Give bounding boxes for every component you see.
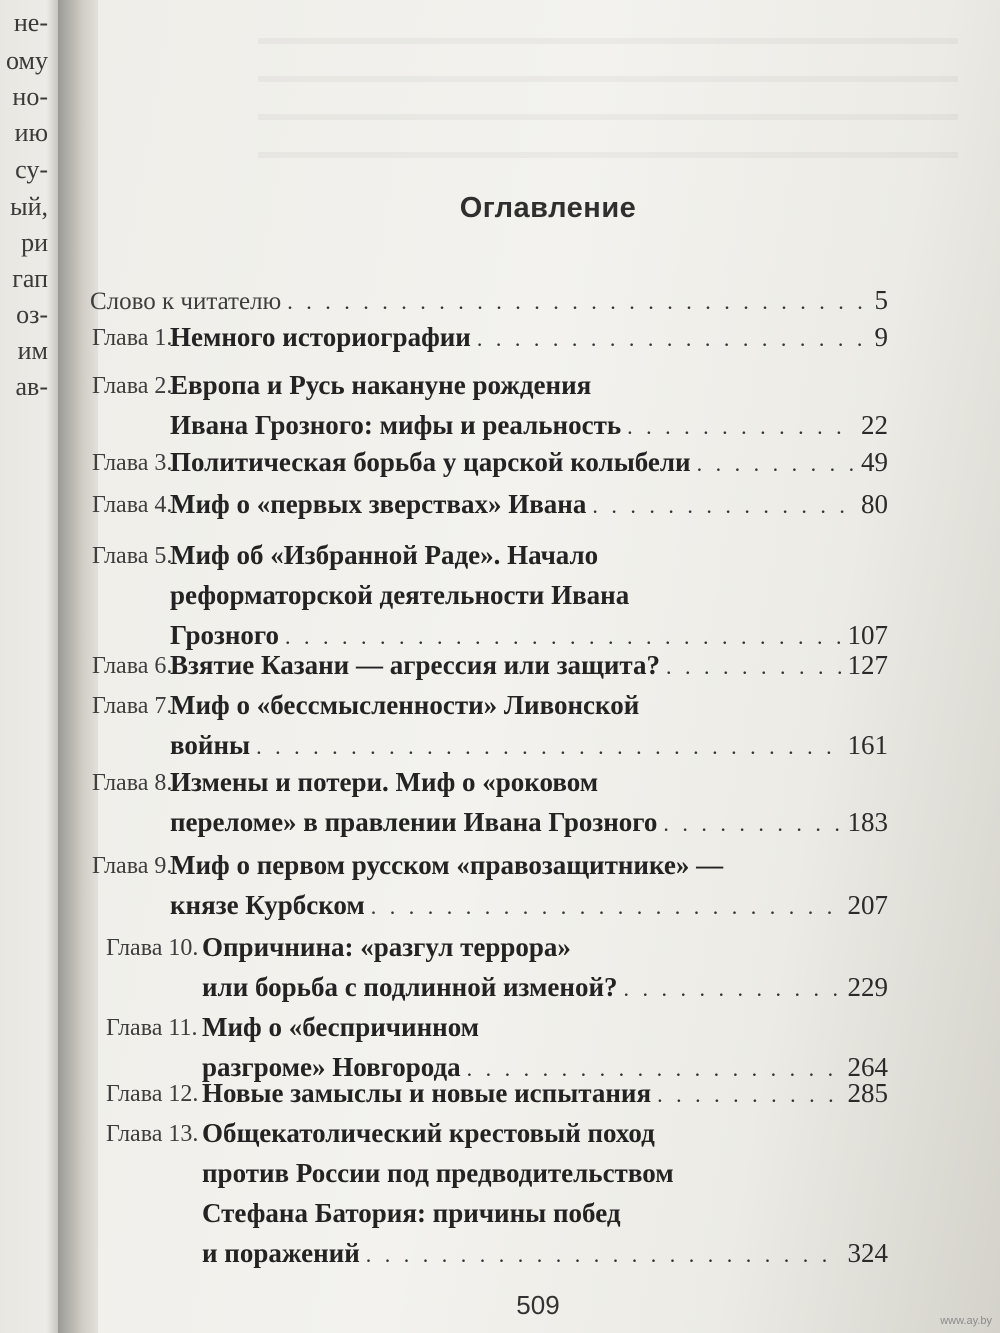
toc-entry-line-final <box>170 410 888 441</box>
chapter-title: или борьба с подлинной изменой? <box>202 972 618 1002</box>
toc-entry-line-final <box>92 650 888 681</box>
dot-leader <box>657 1084 841 1106</box>
toc-entry-line-final <box>202 1238 888 1269</box>
page-ref: 229 <box>847 972 888 1002</box>
dot-leader <box>663 813 841 835</box>
page-ref: 161 <box>847 730 888 760</box>
chapter-label: Глава 3. <box>92 450 173 476</box>
page-ref: 49 <box>861 447 888 477</box>
chapter-title: Политическая борьба у царской колыбели <box>170 447 691 477</box>
chapter-title: Миф о «бессмысленности» Ливонской <box>170 690 640 720</box>
facing-page <box>0 0 58 1333</box>
dot-leader <box>467 1058 842 1080</box>
dot-leader <box>627 416 855 438</box>
chapter-title: Европа и Русь накануне рождения <box>170 370 592 400</box>
toc-entry-line <box>106 1012 888 1043</box>
toc-entry-line-final <box>90 285 888 316</box>
chapter-label: Глава 5. <box>92 543 173 569</box>
toc-entry-line-final <box>92 489 888 520</box>
chapter-title: князе Курбском <box>170 890 365 920</box>
chapter-label: Глава 7. <box>92 693 173 719</box>
page-ref: 207 <box>847 890 888 920</box>
page-ref: 127 <box>847 650 888 680</box>
chapter-title: переломе» в правлении Ивана Грозного <box>170 807 658 837</box>
chapter-title: Взятие Казани — агрессия или защита? <box>170 650 660 680</box>
page-ref: 5 <box>874 285 888 315</box>
toc-entry-line-final <box>92 447 888 478</box>
chapter-title: Грозного <box>170 620 279 650</box>
dot-leader <box>592 495 855 517</box>
toc-entry-line <box>92 850 888 881</box>
chapter-label: Глава 10. <box>106 935 199 961</box>
toc-entry-line-final <box>170 890 888 921</box>
toc-page <box>90 0 1000 1333</box>
chapter-title: войны <box>170 730 251 760</box>
toc-entry-line-final <box>202 972 888 1003</box>
chapter-title: Опричнина: «разгул террора» <box>202 932 571 962</box>
chapter-title: Миф о первом русском «правозащитнике» — <box>170 850 724 880</box>
facing-page-fragment: ый, <box>10 192 48 221</box>
dot-leader <box>477 328 869 350</box>
chapter-title: Стефана Батория: причины побед <box>202 1198 621 1228</box>
chapter-label: Глава 4. <box>92 492 173 518</box>
page-ref: 264 <box>847 1052 888 1082</box>
chapter-title: Ивана Грозного: мифы и реальность <box>170 410 622 440</box>
dot-leader <box>666 656 842 678</box>
chapter-title: Миф об «Избранной Раде». Начало <box>170 540 599 570</box>
chapter-title: Немного историографии <box>170 322 471 352</box>
dot-leader <box>371 896 842 918</box>
toc-entry-line <box>106 1118 888 1149</box>
chapter-title: и поражений <box>202 1238 360 1268</box>
page-title: Оглавление <box>459 192 637 224</box>
page-number: 509 <box>516 1290 560 1320</box>
page-ref: 324 <box>847 1238 888 1268</box>
chapter-title: Измены и потери. Миф о «роковом <box>170 767 599 797</box>
toc-entry-line <box>202 1198 888 1229</box>
chapter-label: Глава 1. <box>92 325 173 351</box>
facing-page-fragment: ри <box>21 228 48 257</box>
chapter-title: Общекатолический крестовый поход <box>202 1118 655 1148</box>
chapter-label: Глава 2. <box>92 373 173 399</box>
facing-page-fragment: им <box>17 336 48 365</box>
chapter-label: Глава 11. <box>106 1015 198 1041</box>
chapter-label: Глава 12. <box>106 1081 199 1107</box>
page-ref: 22 <box>861 410 888 440</box>
page-ref: 183 <box>847 807 888 837</box>
dot-leader <box>287 291 868 313</box>
toc-entry-line-final <box>170 807 888 838</box>
toc-entry-line <box>106 932 888 963</box>
facing-page-fragment: ому <box>6 46 48 75</box>
chapter-label: Глава 13. <box>106 1121 199 1147</box>
toc-entry-line-final <box>92 322 888 353</box>
chapter-label: Глава 6. <box>92 653 173 679</box>
facing-page-fragment: гап <box>12 264 48 293</box>
chapter-title: против России под предводительством <box>202 1158 674 1188</box>
facing-page-fragment: не- <box>13 8 48 37</box>
chapter-title: Миф о «первых зверствах» Ивана <box>170 489 587 519</box>
dot-leader <box>366 1244 842 1266</box>
facing-page-fragment: но- <box>12 82 48 111</box>
chapter-label: Глава 9. <box>92 853 173 879</box>
chapter-title: реформаторской деятельности Ивана <box>170 580 630 610</box>
toc-entry-line-final <box>170 730 888 761</box>
dot-leader <box>697 453 855 475</box>
toc-entry-line <box>92 370 888 401</box>
dot-leader <box>624 978 842 1000</box>
facing-page-fragment: ав- <box>15 372 48 401</box>
chapter-title: Слово к читателю <box>90 288 282 315</box>
table-of-contents <box>90 0 1000 1333</box>
toc-entry-line <box>170 580 888 611</box>
dot-leader <box>285 626 842 648</box>
page-ref: 9 <box>874 322 888 352</box>
toc-entry-line-final <box>106 1078 888 1109</box>
chapter-title: Миф о «беспричинном <box>202 1012 480 1042</box>
facing-page-fragment: ию <box>14 118 48 147</box>
toc-entry-line <box>92 690 888 721</box>
toc-entry-line <box>202 1158 888 1189</box>
facing-page-fragment: оз- <box>16 300 48 329</box>
toc-entry-line <box>92 767 888 798</box>
toc-entry-line-final <box>170 620 888 651</box>
page-ref: 107 <box>847 620 888 650</box>
page-ref: 285 <box>847 1078 888 1108</box>
dot-leader <box>256 736 841 758</box>
chapter-title: Новые замыслы и новые испытания <box>202 1078 652 1108</box>
watermark: www.ay.by <box>940 1315 992 1327</box>
toc-entry-line <box>92 540 888 571</box>
facing-page-fragment: су- <box>15 155 48 184</box>
page-ref: 80 <box>861 489 888 519</box>
chapter-title: разгроме» Новгорода <box>202 1052 461 1082</box>
chapter-label: Глава 8. <box>92 770 173 796</box>
